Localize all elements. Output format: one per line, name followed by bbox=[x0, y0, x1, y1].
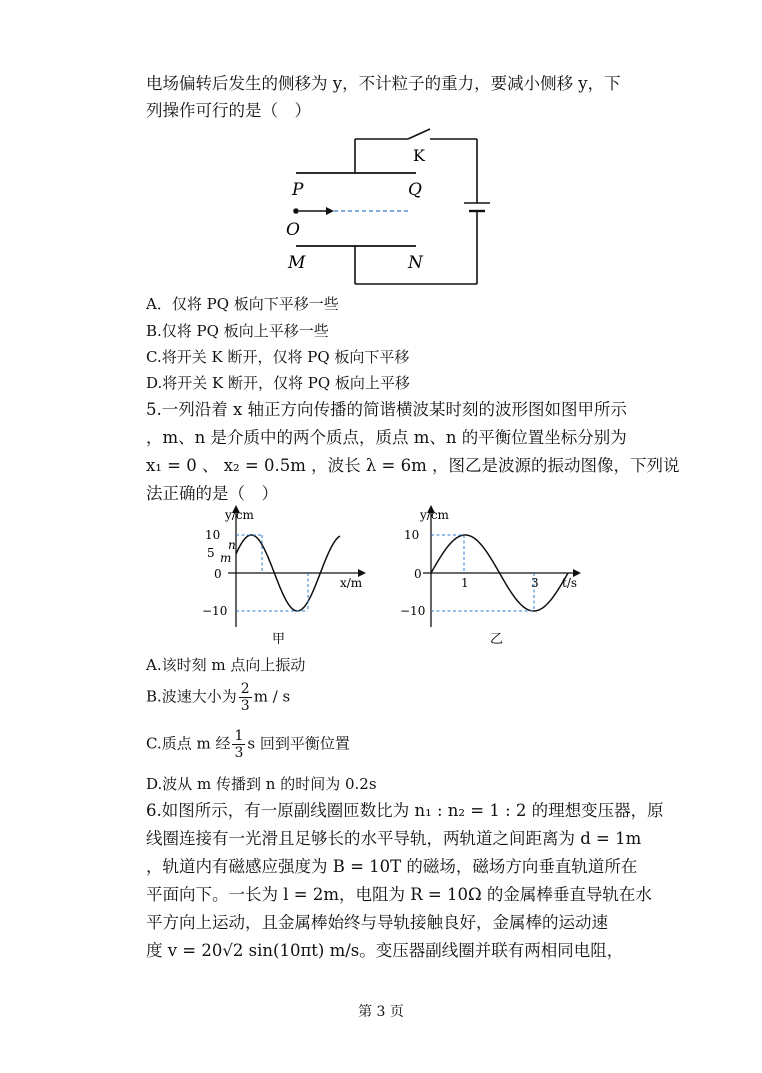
tick-neg10: −10 bbox=[202, 604, 228, 618]
q5-line-3: x₁ = 0 、 x₂ = 0.5m ，波长 λ = 6m ，图乙是波源的振动图像，下列说 bbox=[146, 456, 680, 475]
label-o: O bbox=[286, 220, 300, 240]
point-m-label: m bbox=[220, 551, 232, 565]
switch-label: K bbox=[413, 146, 425, 165]
q5-option-b-suffix: m / s bbox=[253, 687, 291, 706]
page-number: 第 3 页 bbox=[358, 1004, 404, 1020]
q6-line-5: 平方向上运动，且金属棒始终与导轨接触良好，金属棒的运动速 bbox=[146, 913, 608, 932]
wave-graph-jia bbox=[190, 505, 375, 650]
x-axis-label: x/m bbox=[340, 576, 363, 590]
q5-option-b-prefix: B.波速大小为 bbox=[146, 687, 237, 706]
label-p: P bbox=[292, 180, 304, 200]
label-n: N bbox=[408, 253, 423, 273]
q4-option-d: D.将开关 K 断开，仅将 PQ 板向上平移 bbox=[146, 374, 410, 392]
q5-option-c-suffix: s 回到平衡位置 bbox=[247, 734, 350, 753]
tick-10: 10 bbox=[205, 528, 221, 542]
point-n-label: n bbox=[228, 538, 236, 552]
q5-option-c-prefix: C.质点 m 经 bbox=[146, 734, 231, 753]
q6-line-1: 6.如图所示，有一原副线圈匝数比为 n₁ : n₂ = 1 : 2 的理想变压器，原 bbox=[146, 801, 664, 820]
tick-0: 0 bbox=[214, 567, 222, 581]
fraction-denominator: 3 bbox=[234, 745, 244, 761]
fraction-two-thirds bbox=[239, 681, 252, 714]
fraction-denominator: 3 bbox=[240, 698, 250, 714]
intro-line-2: 列操作可行的是（ ） bbox=[146, 101, 311, 120]
q6-line-2: 线圈连接有一光滑且足够长的水平导轨，两轨道之间距离为 d = 1m bbox=[146, 829, 642, 848]
q5-option-a: A.该时刻 m 点向上振动 bbox=[146, 656, 306, 674]
label-q: Q bbox=[408, 180, 422, 200]
fraction-one-third bbox=[232, 728, 245, 761]
label-m: M bbox=[288, 253, 306, 273]
tick-neg10: −10 bbox=[400, 604, 426, 618]
fraction-numerator: 2 bbox=[240, 681, 250, 697]
q5-line-2: ，m、n 是介质中的两个质点，质点 m、n 的平衡位置坐标分别为 bbox=[146, 428, 627, 447]
tick-10: 10 bbox=[404, 528, 420, 542]
arrow-head-icon bbox=[326, 207, 334, 215]
capacitor-circuit-diagram bbox=[280, 125, 490, 290]
q6-line-6: 度 v = 20√2 sin(10πt) m/s。变压器副线圈并联有两相同电阻， bbox=[146, 941, 624, 960]
q4-option-a: A．仅将 PQ 板向下平移一些 bbox=[146, 295, 339, 313]
tick-1: 1 bbox=[461, 576, 469, 590]
y-axis-label: y/cm bbox=[420, 508, 449, 522]
caption-jia: 甲 bbox=[272, 632, 286, 647]
q6-line-4: 平面向下。一长为 l = 2m，电阻为 R = 10Ω 的金属棒垂直导轨在水 bbox=[146, 885, 652, 904]
q5-option-b bbox=[146, 681, 290, 714]
fraction-numerator: 1 bbox=[234, 728, 244, 744]
intro-line-1: 电场偏转后发生的侧移为 y，不计粒子的重力，要减小侧移 y，下 bbox=[146, 74, 621, 93]
tick-0: 0 bbox=[414, 567, 422, 581]
tick-3: 3 bbox=[531, 576, 539, 590]
q5-option-c bbox=[146, 728, 350, 761]
q6-line-3: ，轨道内有磁感应强度为 B = 10T 的磁场，磁场方向垂直轨道所在 bbox=[146, 857, 638, 876]
q5-line-1: 5.一列沿着 x 轴正方向传播的简谐横波某时刻的波形图如图甲所示 bbox=[146, 400, 628, 419]
point-o bbox=[293, 208, 299, 214]
tick-5: 5 bbox=[207, 546, 215, 560]
y-axis-label: y/cm bbox=[225, 508, 254, 522]
q5-option-d: D.波从 m 传播到 n 的时间为 0.2s bbox=[146, 775, 377, 793]
t-axis-label: t/s bbox=[562, 576, 578, 590]
q5-line-4: 法正确的是（ ） bbox=[146, 484, 278, 503]
caption-yi: 乙 bbox=[490, 632, 504, 647]
switch-k-blade bbox=[408, 129, 430, 139]
q4-option-b: B.仅将 PQ 板向上平移一些 bbox=[146, 322, 329, 340]
q4-option-c: C.将开关 K 断开，仅将 PQ 板向下平移 bbox=[146, 348, 410, 366]
vibration-graph-yi bbox=[400, 505, 585, 650]
